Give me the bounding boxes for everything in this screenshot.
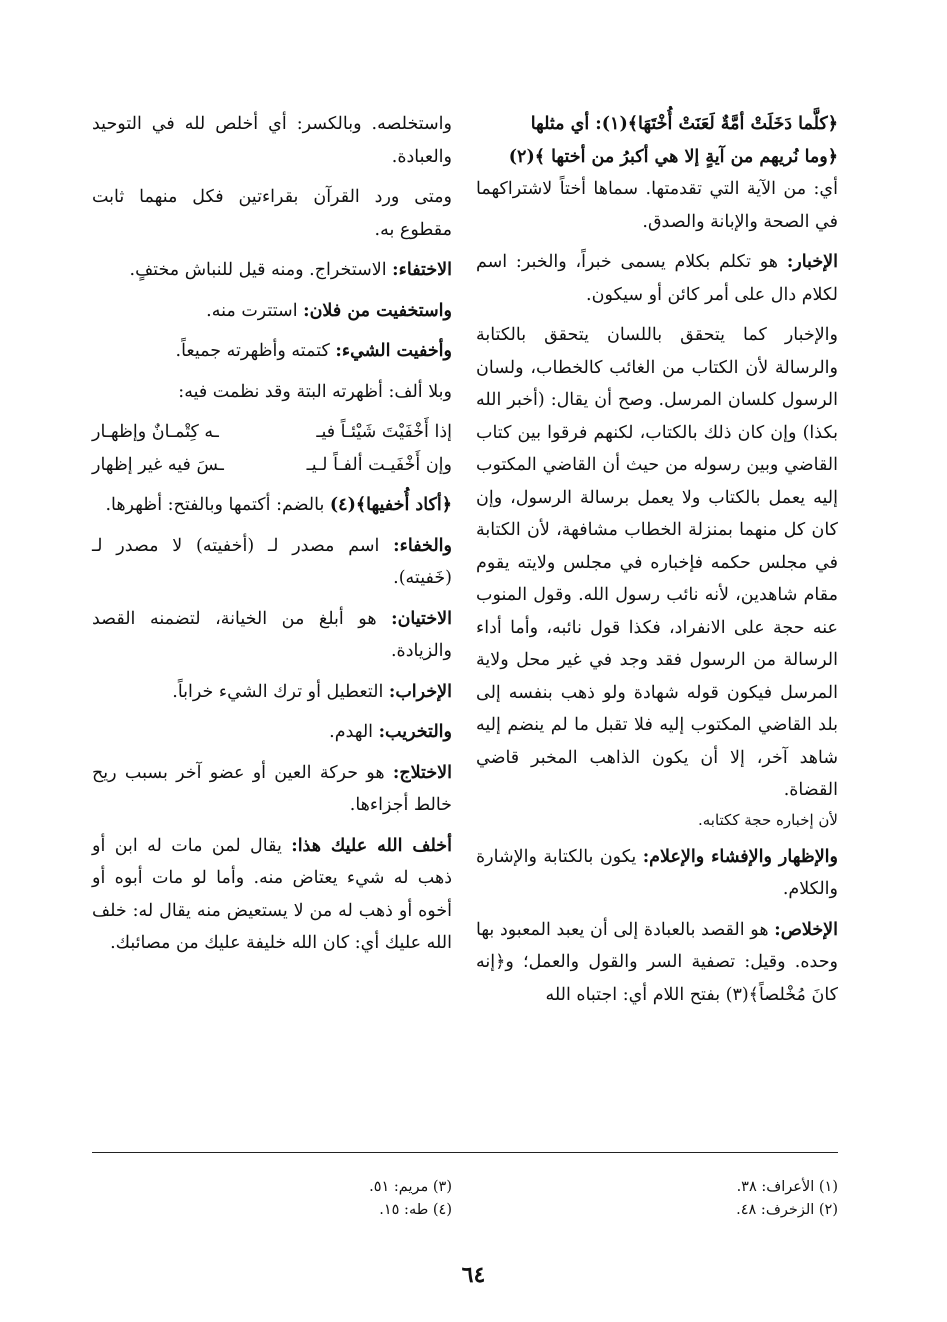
entry-takhrib [92,716,452,749]
paragraph-sisterhood [476,108,838,238]
paragraph-ikhbar-detail [476,319,838,807]
poem-hemistich: إذا أَخْفَيْتَ شَيْئـاً فيـ [316,422,452,442]
entry-term: ﴿أكاد أُخفيها﴾(٤) [329,495,452,515]
paragraph-continuation [92,108,452,173]
entry-definition: كتمته وأظهرته جميعاً. [175,341,336,361]
poem [92,416,452,481]
quran-verse-line: ﴿كلَّما دَخَلَتْ أمَّةٌ لَعَنَتْ أُخْتَهَا﴾(١): أي مثلها [530,114,838,134]
entry-definition: استترت منه. [206,300,304,321]
entry-akhfayt [92,335,452,368]
entry-akhlafa-allah [92,830,452,960]
quran-verse-line: ﴿وما نُريهم من آيةٍ إلا هي أكبرُ من أختها ﴾(٢) [508,146,838,167]
entry-izhar [476,841,838,906]
entry-definition: الهدم. [329,722,379,742]
entry-term: والإظهار والإفشاء والإعلام: [642,846,839,867]
paragraph-text: ومتى ورد القرآن بقراءتين فكل منهما ثابت مقطوع به. [92,187,452,240]
entry-term: والخفاء: [393,535,452,556]
entry-khafa [92,530,452,595]
entry-definition: يكون بالكتابة والإشارة والكلام. [476,846,838,899]
entry-definition: يقال لمن مات له ابن أو ذهب له شيء يعتاض منه. وأما لو مات أبوه أو أخوه أو ذهب له من لا يستعيض منه يقال له: خلف الله عليك أي: كان الله خليفة عليك من مصائبك. [92,835,452,953]
entry-ikhtilaj [92,757,452,822]
entry-term: الاختلاج: [392,762,452,783]
entry-term: الإخراب: [388,681,452,702]
paragraph-text: وبلا ألف: أظهرته البتة وقد نظمت فيه: [178,381,452,402]
entry-definition: بالضم: أكتمها وبالفتح: أظهرها. [105,495,330,515]
poem-verse [92,449,452,482]
poem-hemistich: وإن أَخْفَيـت ألفـاً لـيـ [306,454,452,475]
entry-akad-ukhfiha [92,489,452,522]
entry-term: واستخفيت من فلان: [303,300,452,321]
entry-term: أخلف الله عليك هذا: [291,835,452,856]
entry-ikhbar [476,246,838,311]
footnotes-right [600,1176,838,1222]
paragraph-text: والإخبار كما يتحقق باللسان يتحقق بالكتابة والرسالة لأن الكتاب من الغائب كالخطاب، ولسان الرسول كلسان المرسل. وصح أن يقال: (أخبر الله بكذا) وإن كان ذلك بالكتاب، لكنهم فرقوا بين كتاب القاضي وبين رسوله من حيث أن القاضي المكتوب إليه يعمل بالكتاب ولا يعمل برسالة الرسول، وإن كان كل منهما بمنزلة الخطاب مشافهة، لأن الكتابة في مجلس حكمه فإخباره في مجلس ولايته يقوم مقام شاهدين، لأنه نائب رسول الله. وقول المنوب عنه حجة على الانفراد، فكذا قول نائبه، وأما أداء الرسالة من الرسول فقد وجد في غير محل ولاية المرسل فيكون قوله شهادة ولو ذهب بنفسه إلى بلد القاضي المكتوب إليه فلا تقبل ما لم ينضم إليه شاهد آخر، إلا أن يكون الذاهب المخبر قاضي القضاة. [476,325,839,800]
poem-hemistich: ـه كِتْمـانٌ وإظهـار [92,422,219,442]
page-number: ٦٤ [461,1262,486,1288]
entry-definition: اسم مصدر لـ (أخفيته) لا مصدر لـ (خَفيته). [92,535,452,588]
entry-term: والتخريب: [378,722,452,742]
paragraph-text: واستخلصه. وبالكسر: أي أخلص لله في التوحيد والعبادة. [92,114,452,167]
footnote: (٣) مريم: ٥١. [369,1179,452,1195]
paragraph-text: لأن إخباره حجة ككتابه. [697,810,838,829]
entry-definition: هو أبلغ من الخيانة، لتضمنه القصد والزيادة. [92,608,452,661]
footnote: (٤) طه: ١٥. [379,1202,452,1218]
paragraph-small-note [476,807,838,833]
entry-ikhtiyan [92,603,452,668]
footnotes-left [240,1176,452,1222]
entry-term: الإخلاص: [774,919,838,940]
entry-ikhrab [92,676,452,709]
poem-verse [92,416,452,449]
entry-term: الإخبار: [786,252,838,272]
entry-istakhfayt [92,295,452,328]
entry-definition: التعطيل أو ترك الشيء خراباً. [172,681,389,702]
entry-definition: الاستخراج. ومنه قيل للنباش مختفٍ. [129,260,393,280]
entry-ikhlas [476,914,838,1012]
entry-definition: هو تكلم بكلام يسمى خبراً، والخبر: اسم لكلام دال على أمر كائن أو سيكون. [476,252,838,305]
entry-term: وأخفيت الشيء: [335,341,452,361]
poem-hemistich: ـسَ فيه غير إظهار [92,454,224,475]
entry-term: الاختفاء: [392,260,452,280]
footnote: (٢) الزخرف: ٤٨. [736,1202,838,1218]
footnote-divider [92,1152,838,1153]
footnote: (١) الأعراف: ٣٨. [736,1179,838,1195]
right-column [476,108,838,1019]
paragraph-text: أي: من الآية التي تقدمتها. سماها أختاً لاشتراكهما في الصحة والإبانة والصدق. [476,179,838,232]
entry-term: الاختيان: [391,608,452,629]
entry-definition: هو القصد بالعبادة إلى أن يعبد المعبود بها وحده. وقيل: تصفية السر والقول والعمل؛ و﴿إنه كانَ مُخْلصاً﴾(٣) بفتح اللام أي: اجتباه الله [476,919,838,1005]
paragraph-qiraat [92,181,452,246]
entry-definition: هو حركة العين أو عضو آخر بسبب ريح خالط أجزاءها. [92,762,452,815]
paragraph-bila-alif [92,376,452,409]
left-column [92,108,452,968]
entry-ikhtifa [92,254,452,287]
